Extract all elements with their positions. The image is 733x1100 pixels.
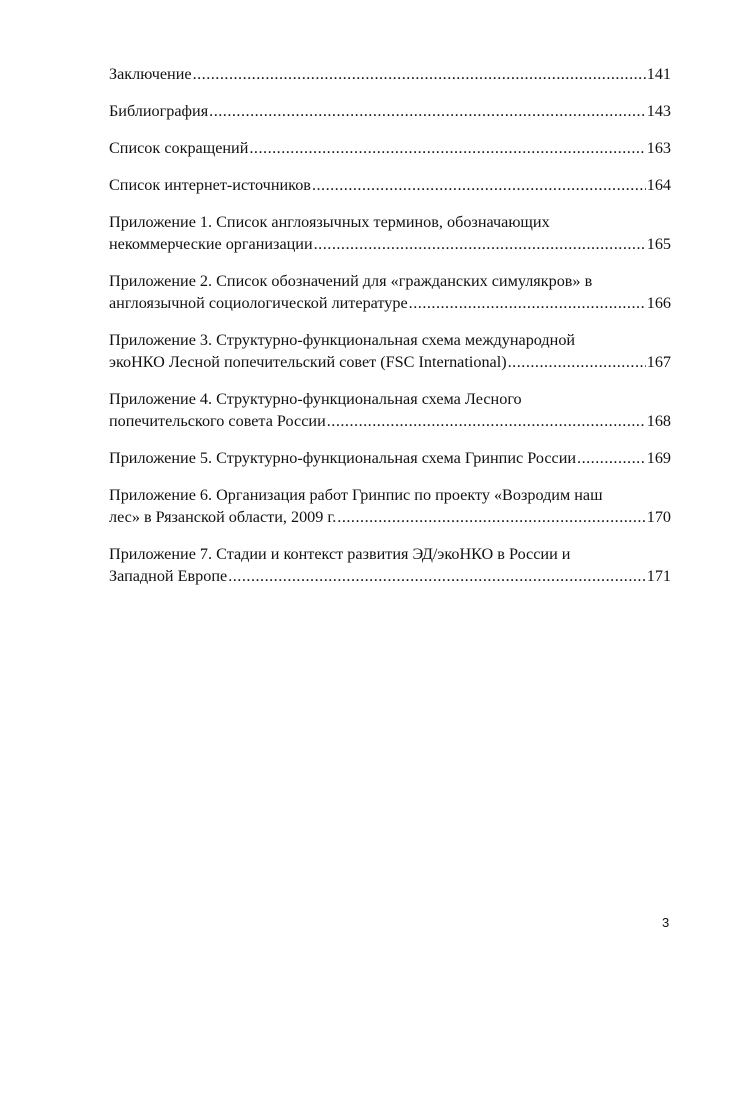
- toc-entry-title: англоязычной социологической литературе: [109, 294, 408, 312]
- dot-leader: [409, 292, 646, 314]
- toc-entry-line: [109, 63, 671, 85]
- toc-entry-abbreviations: [109, 137, 671, 159]
- toc-entry-line: [109, 137, 671, 159]
- toc-entry-bibliography: [109, 100, 671, 122]
- dot-leader: [577, 447, 646, 469]
- toc-entry-internet-sources: [109, 174, 671, 196]
- toc-entry-line: [109, 174, 671, 196]
- dot-leader: [209, 100, 646, 122]
- toc-entry-page: 171: [646, 567, 671, 585]
- toc-entry-page: 143: [646, 102, 671, 120]
- toc-entry-title: Западной Европе: [109, 567, 228, 585]
- toc-entry-title-line: Приложение 7. Стадии и контекст развития ЭД/экоНКО в России и: [109, 545, 571, 563]
- toc-entry-title-line: Приложение 2. Список обозначений для «гражданских симулякров» в: [109, 272, 593, 290]
- toc-entry-appendix-1: [109, 211, 671, 255]
- page-number: 3: [662, 915, 670, 930]
- dot-leader: [508, 351, 646, 373]
- dot-leader: [193, 63, 646, 85]
- toc-entry-line: [109, 410, 671, 432]
- toc-entry-title: экоНКО Лесной попечительский совет (FSC International): [109, 353, 507, 371]
- toc-entry-title-line: Приложение 3. Структурно-функциональная схема международной: [109, 331, 576, 349]
- toc-entry-conclusion: [109, 63, 671, 85]
- toc-entry-title: лес» в Рязанской области, 2009 г.: [109, 508, 337, 526]
- toc-entry-title: Заключение: [109, 65, 192, 83]
- dot-leader: [327, 410, 646, 432]
- toc-entry-title-line: Приложение 4. Структурно-функциональная схема Лесного: [109, 390, 522, 408]
- toc-entry-line: [109, 447, 671, 469]
- dot-leader: [337, 506, 645, 528]
- toc-entry-page: 164: [646, 176, 671, 194]
- toc-entry-appendix-2: [109, 270, 671, 314]
- toc-entry-page: 141: [646, 65, 671, 83]
- toc-entry-title: Список интернет-источников: [109, 176, 311, 194]
- dot-leader: [249, 137, 645, 159]
- toc-entry-line: [109, 351, 671, 373]
- toc-entry-line: [109, 100, 671, 122]
- dot-leader: [228, 565, 646, 587]
- toc-entry-line: [109, 565, 671, 587]
- dot-leader: [314, 233, 646, 255]
- toc-entry-title-line: Приложение 6. Организация работ Гринпис по проекту «Возродим наш: [109, 486, 603, 504]
- toc-entry-title: некоммерческие организации: [109, 235, 313, 253]
- toc-entry-page: 163: [646, 139, 671, 157]
- toc-entry-title: Библиография: [109, 102, 209, 120]
- toc-entry-appendix-4: [109, 388, 671, 432]
- toc-entry-page: 167: [646, 353, 671, 371]
- toc-entry-page: 166: [646, 294, 671, 312]
- toc-entry-title: Список сокращений: [109, 139, 249, 157]
- toc-entry-page: 165: [646, 235, 671, 253]
- toc-entry-appendix-5: [109, 447, 671, 469]
- toc-entry-title-line: Приложение 1. Список англоязычных терминов, обозначающих: [109, 213, 550, 231]
- toc-entry-page: 170: [646, 508, 671, 526]
- toc-entry-title: Приложение 5. Структурно-функциональная схема Гринпис России: [109, 449, 577, 467]
- toc-entry-appendix-7: [109, 543, 671, 587]
- toc-entry-title: попечительского совета России: [109, 412, 326, 430]
- toc-entry-appendix-3: [109, 329, 671, 373]
- toc-entry-line: [109, 233, 671, 255]
- toc-entry-page: 168: [646, 412, 671, 430]
- toc-entry-appendix-6: [109, 484, 671, 528]
- dot-leader: [312, 174, 646, 196]
- toc-entry-line: [109, 292, 671, 314]
- table-of-contents: [109, 63, 671, 602]
- toc-entry-page: 169: [646, 449, 671, 467]
- toc-entry-line: [109, 506, 671, 528]
